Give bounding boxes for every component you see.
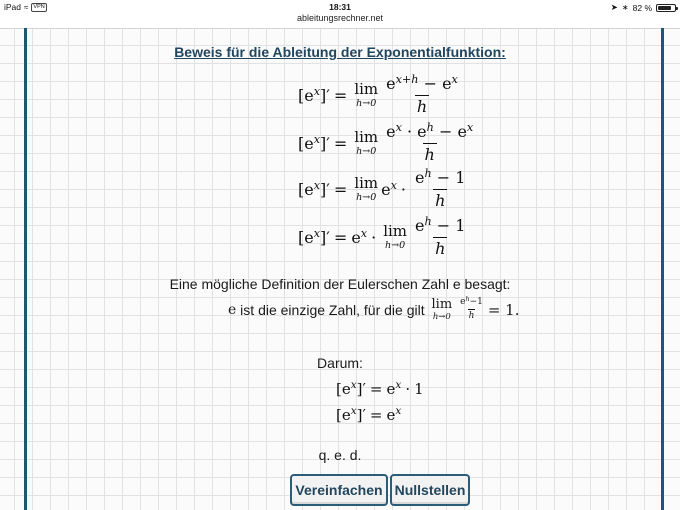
right-border-rail	[661, 28, 664, 510]
battery-percent: 82 %	[632, 2, 652, 13]
url-text[interactable]: ableitungsrechner.net	[296, 13, 384, 23]
url-bar[interactable]	[0, 13, 680, 28]
left-border-rail	[24, 28, 27, 510]
equation-result-1: $[e^x]'$ = $e^x$ · 1	[336, 379, 424, 398]
qed-label: q. e. d.	[318, 447, 362, 463]
simplify-button[interactable]: Vereinfachen	[290, 474, 388, 506]
zeros-button[interactable]: Nullstellen	[390, 474, 470, 506]
wifi-icon: ≈	[24, 2, 29, 12]
equation-result-2: $[e^x]'$ = $e^x$	[336, 405, 402, 424]
euler-definition-text: Eine mögliche Definition der Eulerschen Zahl e besagt:	[169, 276, 511, 292]
darum-label: Darum:	[317, 355, 363, 371]
battery-icon	[656, 4, 676, 12]
location-arrow-icon: ➤	[610, 2, 618, 12]
device-label: iPad	[4, 2, 22, 12]
equation-step-1: $[e^x]'$ = lim h→0 $\frac{e^{x+h} - e^x}{h}$	[298, 72, 458, 116]
bluetooth-icon: ∗	[621, 3, 629, 12]
status-bar	[0, 0, 680, 14]
status-time: 18:31	[329, 2, 351, 12]
proof-title: Beweis für die Ableitung der Exponentialfunktion:	[174, 44, 506, 60]
vpn-badge: VPN	[33, 3, 45, 10]
euler-limit-statement: e ist die einzige Zahl, für die gilt lim h→0 $\frac{e^h-1}{h}$ = 1.	[228, 295, 520, 322]
equation-step-4: $[e^x]'$ = $e^x$ · lim h→0 $\frac{e^h - 1}{h}$	[298, 214, 466, 258]
euler-limit-text: ist die einzige Zahl, für die gilt	[236, 301, 429, 318]
equation-step-3: $[e^x]'$ = lim h→0 $e^x$ · $\frac{e^h - 1}{h}$	[298, 166, 466, 210]
euler-e-symbol: e	[228, 301, 237, 318]
battery-fill	[658, 6, 671, 10]
status-right	[611, 2, 676, 13]
equation-step-2: $[e^x]'$ = lim h→0 $\frac{e^x \cdot e^h - e^x}{h}$	[298, 120, 474, 164]
